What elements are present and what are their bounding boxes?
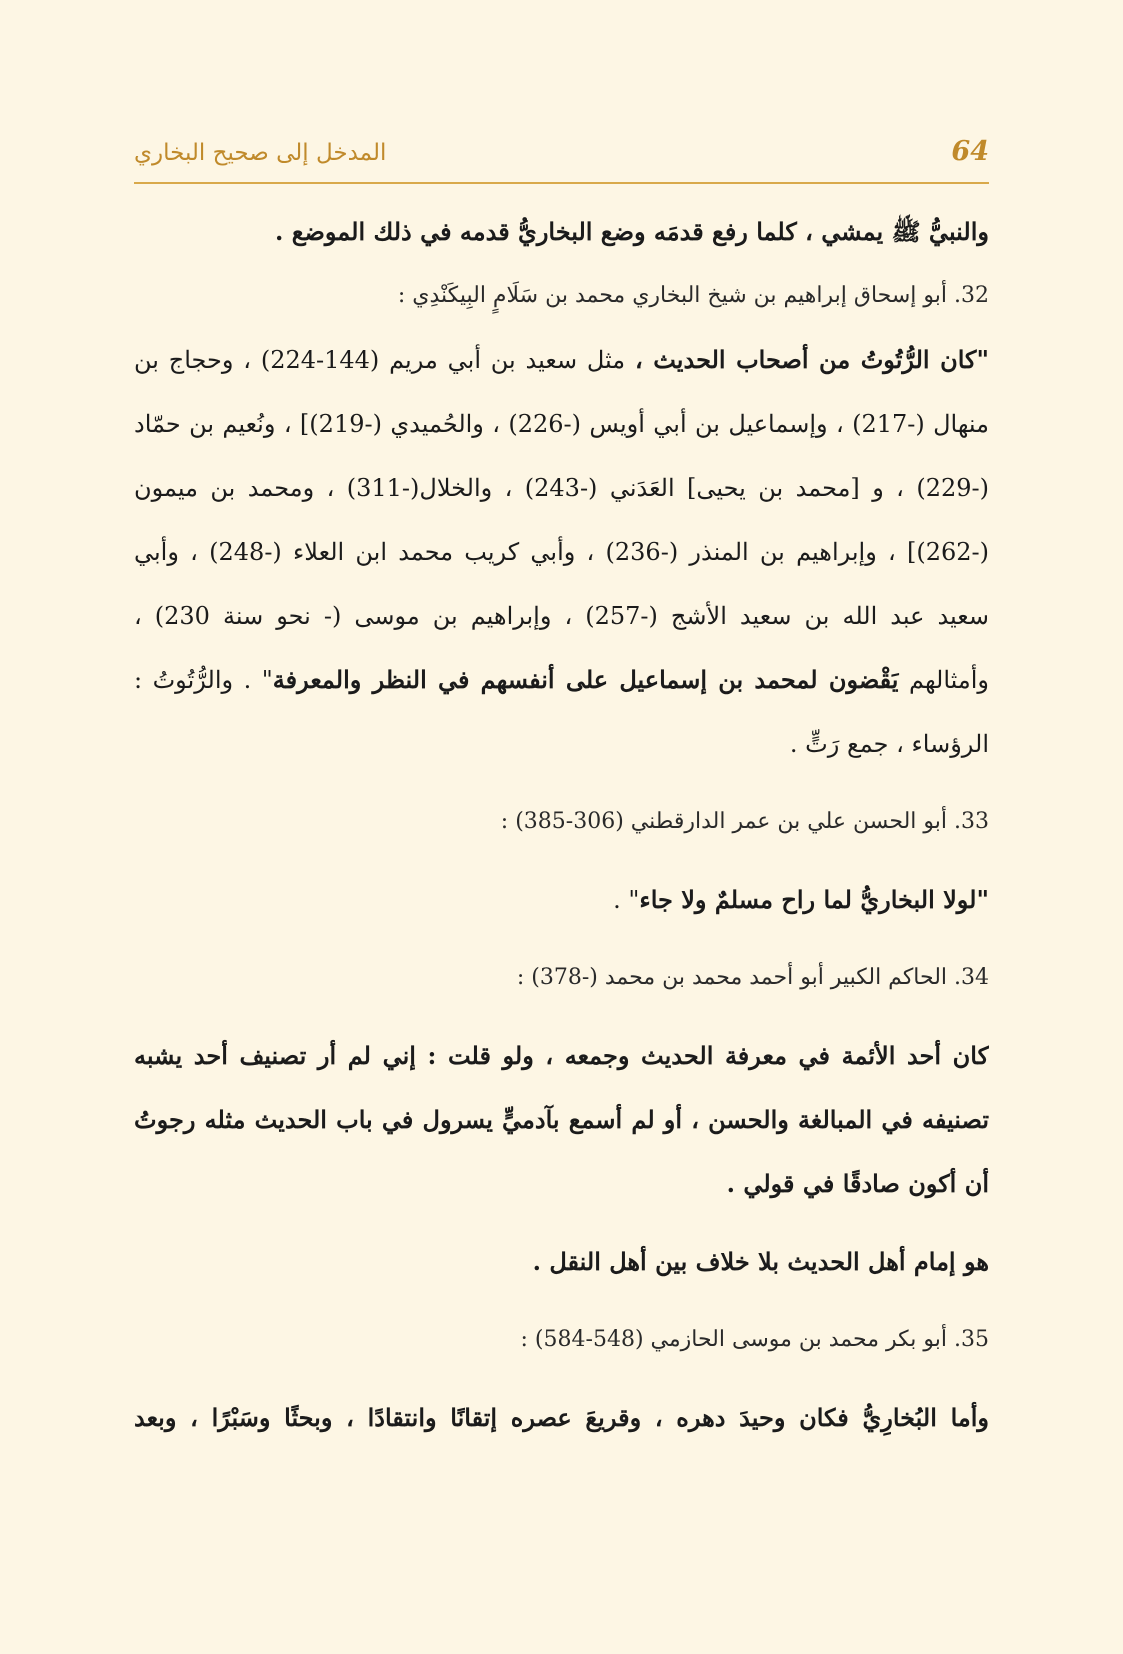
- narrator-heading-32: 32. أبو إسحاق إبراهيم بن شيخ البخاري محمد بن سَلَامٍ البِيكَنْدِي :: [397, 283, 989, 308]
- paragraph-line: أن أكون صادقًا في قولي .: [726, 1169, 989, 1198]
- paragraph-line: (-262)] ، وإبراهيم بن المنذر (-236) ، وأبي كريب محمد ابن العلاء (-248) ، وأبي: [134, 538, 989, 566]
- quote-bold: يَقْضون لمحمد بن إسماعيل على أنفسهم في النظر والمعرفة: [272, 665, 899, 694]
- text-span: " . والرُّتُوتُ :: [134, 666, 273, 694]
- narrator-heading-34: 34. الحاكم الكبير أبو أحمد محمد بن محمد (-378) :: [516, 965, 989, 990]
- paragraph-line: كان أحد الأئمة في معرفة الحديث وجمعه ، ولو قلت : إني لم أر تصنيف أحد يشبه: [134, 1041, 989, 1070]
- text-span: وأمثالهم: [898, 666, 989, 694]
- paragraph-line: [134, 648, 989, 712]
- paragraph-line: [134, 868, 989, 932]
- running-title: المدخل إلى صحيح البخاري: [134, 140, 387, 166]
- paragraph-line: سعيد عبد الله بن سعيد الأشج (-257) ، وإبراهيم بن موسى (- نحو سنة 230) ،: [134, 602, 989, 630]
- narrator-heading-33: 33. أبو الحسن علي بن عمر الدارقطني (306-385) :: [500, 809, 989, 834]
- paragraph-line: الرؤساء ، جمع رَتٍّ .: [789, 730, 989, 758]
- paragraph-line: (-229) ، و [محمد بن يحيى] العَدَني (-243) ، والخلال(-311) ، ومحمد بن ميمون: [134, 474, 989, 502]
- paragraph-line: هو إمام أهل الحديث بلا خلاف بين أهل النقل .: [532, 1247, 989, 1276]
- quote-bold: "لولا البخاريُّ لما راح مسلمٌ ولا جاء: [639, 885, 989, 914]
- page-number: 64: [951, 136, 989, 167]
- paragraph-line: تصنيفه في المبالغة والحسن ، أو لم أسمع بآدميٍّ يسرول في باب الحديث مثله رجوتُ: [134, 1105, 989, 1134]
- paragraph-line: [134, 328, 989, 392]
- narrator-heading-35: 35. أبو بكر محمد بن موسى الحازمي (548-584) :: [520, 1327, 989, 1352]
- page-header: [134, 130, 989, 184]
- text-span: " .: [613, 886, 640, 914]
- paragraph-line: منهال (-217) ، وإسماعيل بن أبي أويس (-226) ، والحُميدي (-219)] ، ونُعيم بن حمّاد: [134, 410, 989, 438]
- paragraph-line: وأما البُخارِيُّ فكان وحيدَ دهره ، وقريعَ عصره إتقانًا وانتقادًا ، وبحثًا وسَبْرًا ، وبعد: [134, 1403, 989, 1432]
- paragraph-line: والنبيُّ ﷺ يمشي ، كلما رفع قدمَه وضع البخاريُّ قدمه في ذلك الموضع .: [275, 217, 989, 246]
- page: [134, 130, 989, 1450]
- text-span: مثل سعيد بن أبي مريم (144-224) ، وحجاج بن: [134, 346, 635, 374]
- quote-bold: "كان الرُّتُوتُ من أصحاب الحديث ،: [634, 345, 989, 374]
- page-content: [134, 200, 989, 1450]
